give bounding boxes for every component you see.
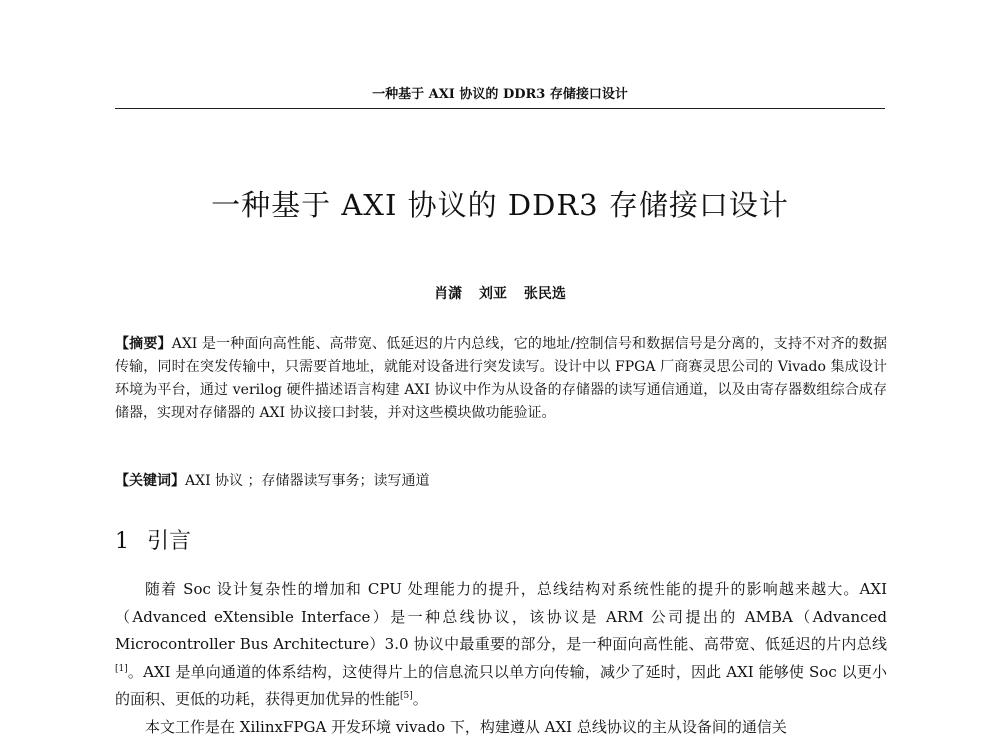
body-text-part: 。AXI 是单向通道的体系结构，这使得片上的信息流只以单方向传输，减少了延时，因此 AXI 能够使 Soc 以更小的面积、更低的功耗，获得更加优异的性能 — [115, 662, 887, 708]
body-paragraph — [115, 576, 887, 714]
citation-ref[interactable]: [5] — [400, 691, 413, 701]
body-text-part: 随着 Soc 设计复杂性的增加和 CPU 处理能力的提升，总线结构对系统性能的提升的影响越来越大。AXI（Advanced eXtensible Interface）是一种总线协议，该协议是 ARM 公司提出的 AMBA（Advanced Microcontroller Bus Architecture）3.0 协议中最重要的部分，是一种面向高性能、高带宽、低延迟的片内总线 — [115, 580, 887, 653]
body-paragraph — [115, 714, 887, 742]
keywords — [115, 470, 887, 493]
section-title: 引言 — [147, 529, 192, 554]
section-heading — [115, 524, 191, 555]
abstract-text: AXI 是一种面向高性能、高带宽、低延迟的片内总线，它的地址/控制信号和数据信号是分离的，支持不对齐的数据传输，同时在突发传输中，只需要首地址，就能对设备进行突发读写。设计中以 FPGA 厂商赛灵思公司的 Vivado 集成设计环境为平台，通过 verilog 硬件描述语言构建 AXI 协议中作为从设备的存储器的读写通信通道，以及由寄存器数组综合成存储器，实现对存储器的 AXI 协议接口封装，并对这些模块做功能验证。 — [115, 336, 887, 421]
abstract — [115, 333, 887, 425]
paper-title: 一种基于 AXI 协议的 DDR3 存储接口设计 — [211, 188, 789, 222]
body-text — [115, 576, 887, 741]
section-number: 1 — [115, 529, 129, 554]
abstract-paragraph — [115, 333, 887, 425]
citation-ref[interactable]: [1] — [115, 663, 128, 674]
keywords-label: 【关键词】 — [115, 473, 185, 489]
running-header: 一种基于 AXI 协议的 DDR3 存储接口设计 — [372, 87, 628, 102]
authors: 肖潇 刘亚 张民选 — [434, 286, 566, 302]
header-rule — [115, 108, 885, 109]
abstract-label: 【摘要】 — [115, 336, 172, 352]
keywords-text: AXI 协议 ；存储器读写事务；读写通道 — [185, 473, 430, 489]
body-text-part: 本文工作是在 XilinxFPGA 开发环境 vivado 下，构建遵从 AXI 总线协议的主从设备间的通信关 — [145, 717, 787, 736]
body-text-part: 。 — [412, 690, 428, 708]
